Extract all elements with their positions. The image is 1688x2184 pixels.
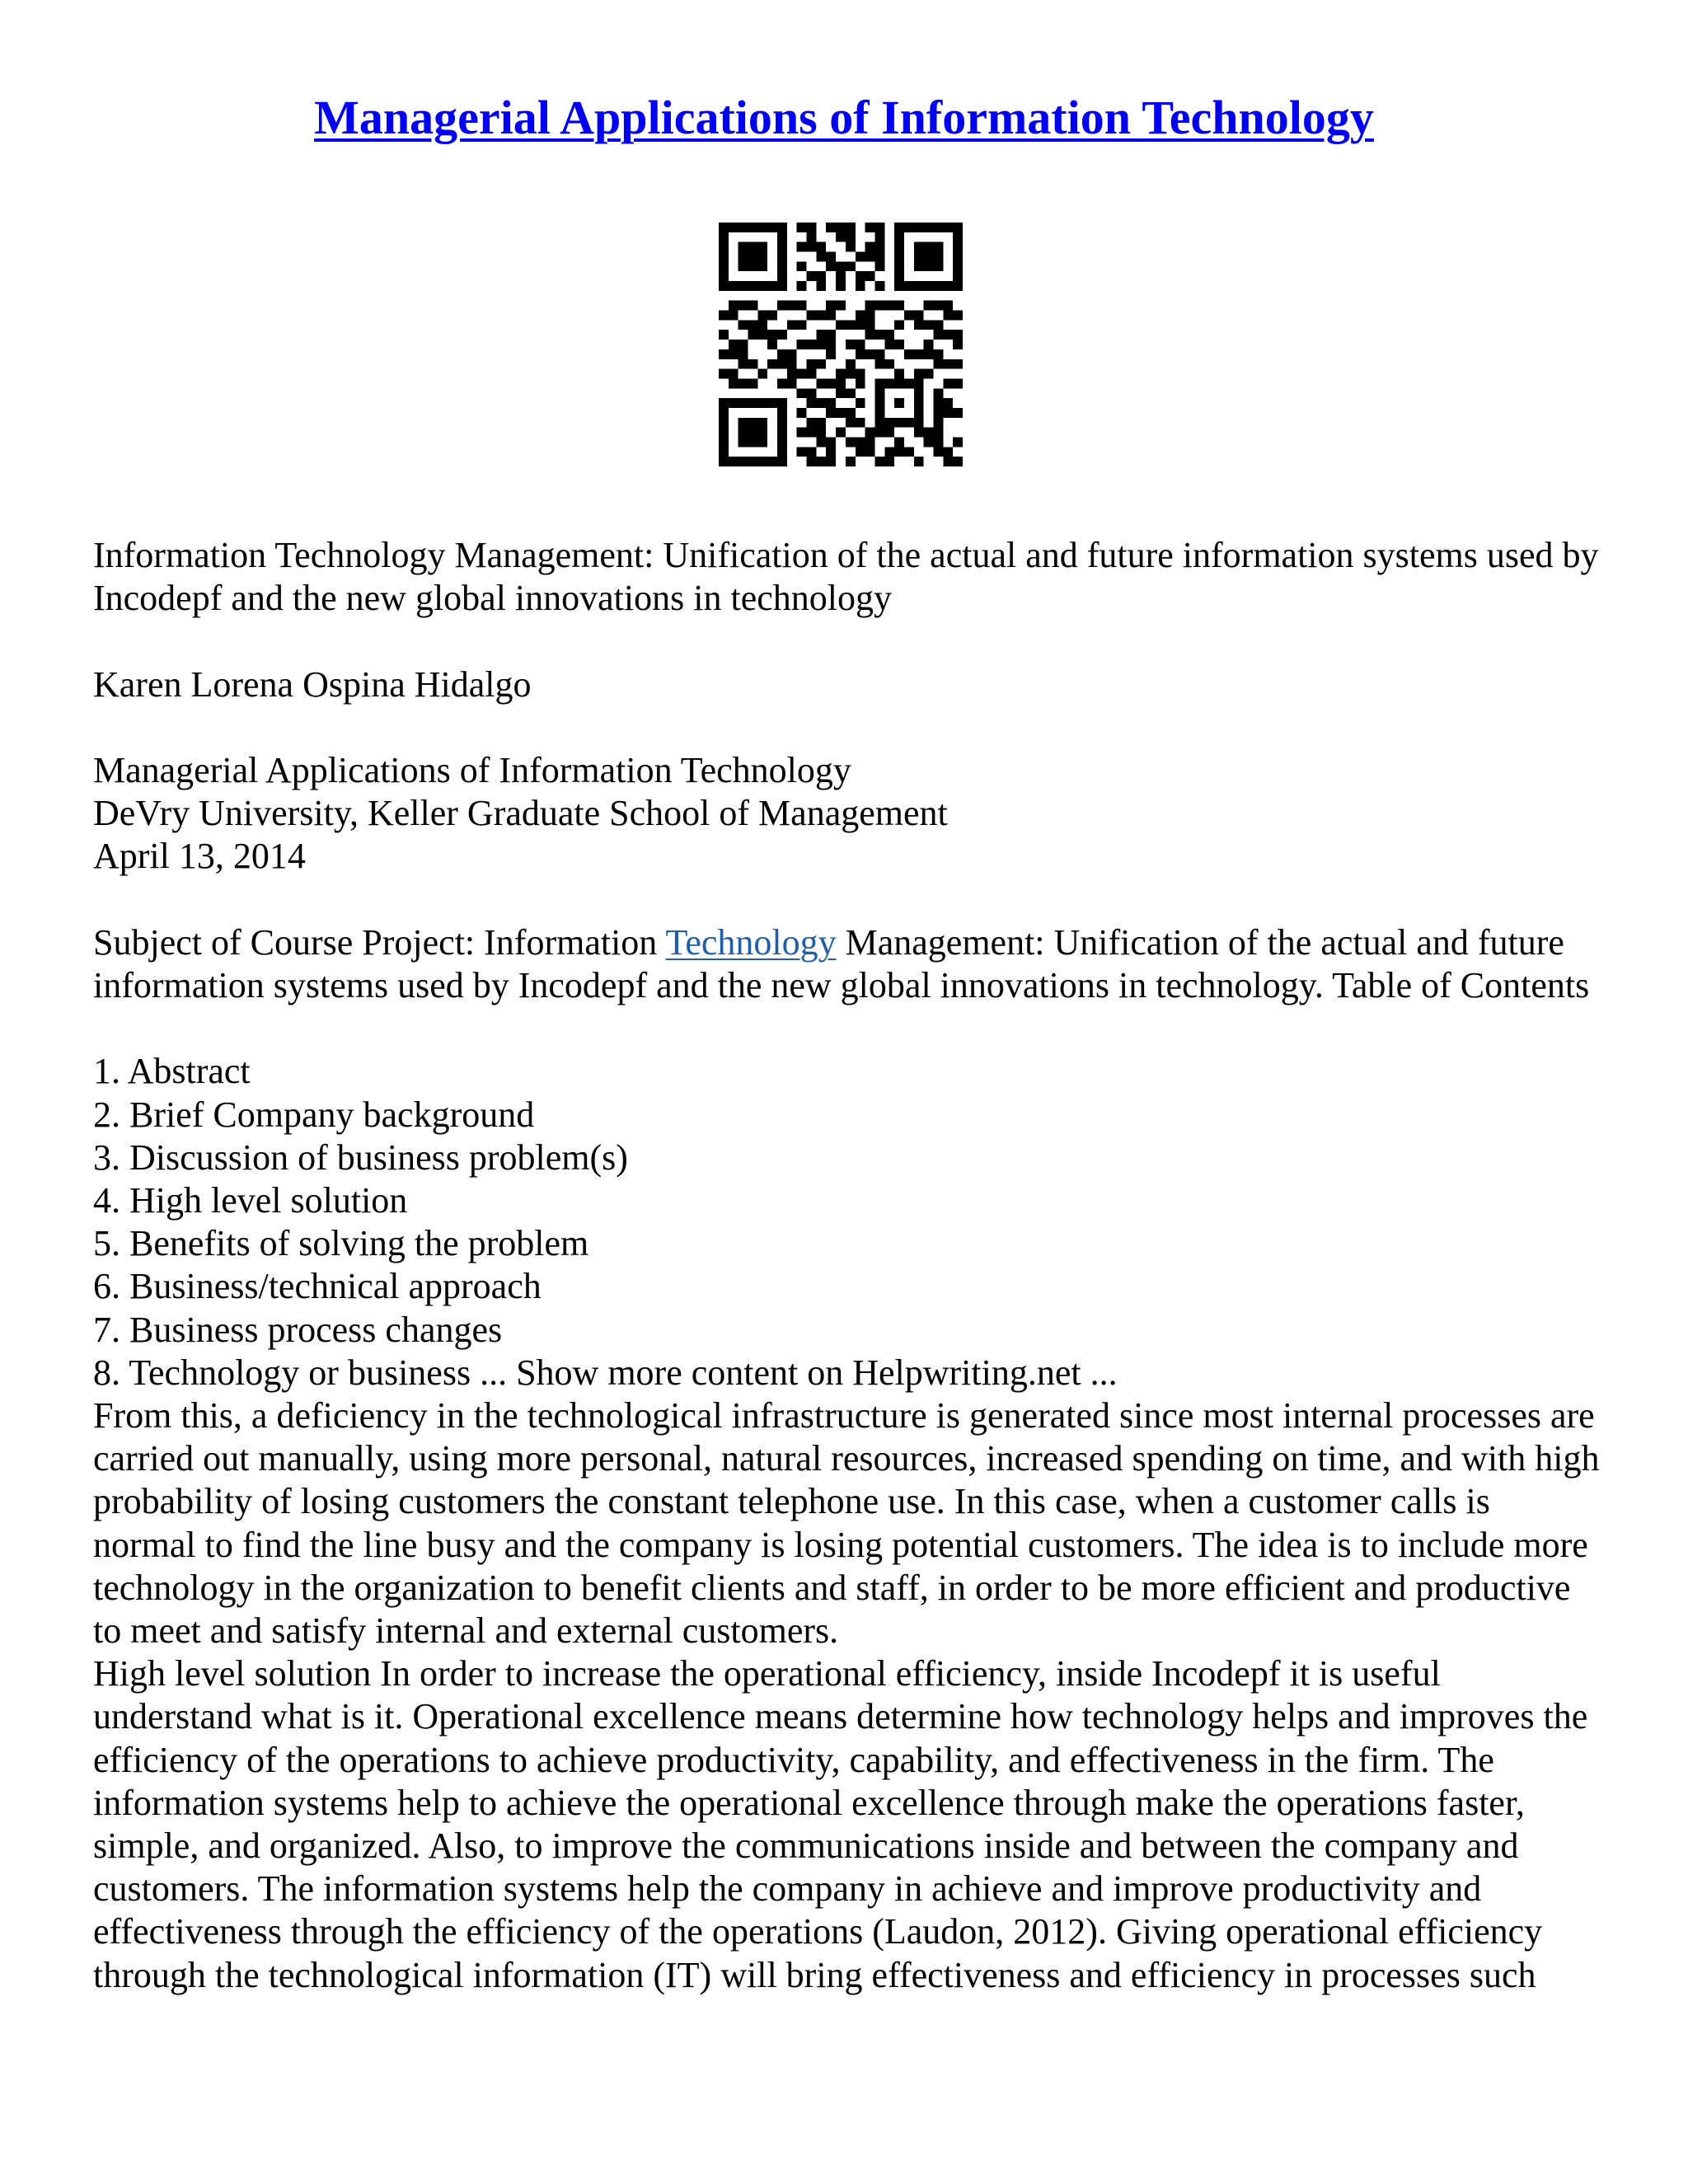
toc-item: 1. Abstract [93,1051,251,1092]
technology-link[interactable]: Technology [665,921,837,963]
spacer [93,879,1601,921]
document-title-link[interactable]: Managerial Applications of Information Technology [314,91,1374,144]
author-name: Karen Lorena Ospina Hidalgo [93,663,532,705]
body-paragraph: From this, a deficiency in the technological infrastructure is generated since most internal processes are carried out manually, using more personal, natural resources, increased spending on time, and with high probability of losing customers the constant telephone use. In this case, when a customer calls is normal to find the line busy and the company is losing potential customers. The idea is to include more technology in the organization to benefit clients and staff, in order to be more efficient and productive to meet and satisfy internal and external customers. [93,1395,1600,1652]
course-name: Managerial Applications of Information Technology [93,749,851,790]
subject-text-after: Management: Unification of the actual and future information systems used by Incodepf and the new global innovations in technology. Table of Contents [93,921,1590,1005]
toc-item: 3. Discussion of business problem(s) [93,1137,628,1178]
document-title-heading [0,89,1688,147]
body-paragraph: High level solution In order to increase the operational efficiency, inside Incodepf it is useful understand what is it. Operational excellence means determine how technology helps and improves the efficiency of the operations to achieve productivity, capability, and effectiveness in the firm. The information systems help to achieve the operational excellence through make the operations faster, simple, and organized. Also, to improve the communications inside and between the company and customers. The information systems help the company in achieve and improve productivity and effectiveness through the efficiency of the operations (Laudon, 2012). Giving operational efficiency through the technological information (IT) will bring effectiveness and efficiency in processes such [93,1653,1588,1995]
spacer [93,620,1601,663]
document-date: April 13, 2014 [93,836,306,877]
spacer [93,1007,1601,1050]
qr-code-graphic [719,223,963,466]
toc-item: 4. High level solution [93,1179,408,1221]
institution-name: DeVry University, Keller Graduate School of Management [93,793,948,834]
project-title-text: Information Technology Management: Unification of the actual and future information systems used by Incodepf and the new global innovations in technology [93,535,1599,619]
toc-item: 7. Business process changes [93,1309,503,1350]
qr-code-icon [719,223,963,466]
toc-item: 6. Business/technical approach [93,1266,542,1307]
toc-item: 5. Benefits of solving the problem [93,1223,589,1264]
spacer [93,706,1601,749]
toc-item: 2. Brief Company background [93,1094,535,1135]
subject-paragraph [93,921,1601,1007]
toc-item: 8. Technology or business ... Show more content on Helpwriting.net ... [93,1352,1118,1393]
document-body [93,534,1601,1997]
table-of-contents [93,1050,1601,1394]
subject-text-before: Subject of Course Project: Information [93,921,666,963]
